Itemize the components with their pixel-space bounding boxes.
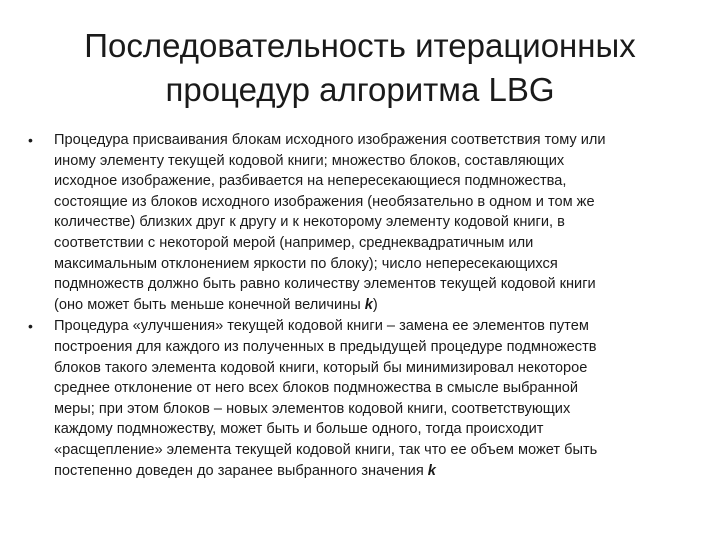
bullet-text-line: блоков такого элемента кодовой книги, который бы минимизировал некоторое <box>54 359 588 376</box>
bullet-list <box>28 130 688 482</box>
bullet-text-line: состоящие из блоков исходного изображения (необязательно в одном и том же <box>54 193 595 210</box>
variable-k: k <box>364 296 373 313</box>
bullet-text-line: Процедура «улучшения» текущей кодовой книги – замена ее элементов путем <box>54 318 589 335</box>
bullet-text-tail: ) <box>372 296 378 313</box>
bullet-text-fragment: постепенно доведен до заранее выбранного значения <box>54 462 428 479</box>
bullet-text-line: меры; при этом блоков – новых элементов кодовой книги, соответствующих <box>54 400 571 417</box>
bullet-text-line: каждому подмножеству, может быть и больше одного, тогда происходит <box>54 421 544 438</box>
bullet-text-line-last <box>54 461 688 482</box>
bullet-text-line: Процедура присваивания блокам исходного изображения соответствия тому или <box>54 132 606 148</box>
bullet-text-line: «расщепление» элемента текущей кодовой книги, так что ее объем может быть <box>54 441 598 458</box>
bullet-icon: • <box>28 318 33 335</box>
bullet-text-line: иному элементу текущей кодовой книги; множество блоков, составляющих <box>54 152 565 169</box>
title-line-2: процедур алгоритма LBG <box>165 71 555 108</box>
bullet-item-assignment <box>28 130 688 315</box>
bullet-text-line: подмножеств должно быть равно количеству элементов текущей кодовой книги <box>54 276 596 293</box>
bullet-text-line: построения для каждого из полученных в предыдущей процедуре подмножеств <box>54 338 597 355</box>
variable-k: k <box>427 462 436 479</box>
bullet-text-line: соответствии с некоторой мерой (например, среднеквадратичным или <box>54 234 534 251</box>
title-line-1: Последовательность итерационных <box>84 27 636 64</box>
bullet-text-fragment: (оно может быть меньше конечной величины <box>54 296 365 313</box>
bullet-text-line: максимальным отклонением яркости по блоку); число непересекающихся <box>54 255 558 272</box>
bullet-icon: • <box>28 132 33 148</box>
bullet-item-improvement <box>28 316 688 481</box>
bullet-text-line: исходное изображение, разбивается на непересекающиеся подмножества, <box>54 173 567 190</box>
bullet-text-line: количестве) близких друг к другу и к некоторому элементу кодовой книги, в <box>54 214 565 231</box>
slide-title <box>40 24 680 112</box>
bullet-text-line-last <box>54 295 688 316</box>
bullet-text-line: среднее отклонение от него всех блоков подмножества в смысле выбранной <box>54 380 579 397</box>
